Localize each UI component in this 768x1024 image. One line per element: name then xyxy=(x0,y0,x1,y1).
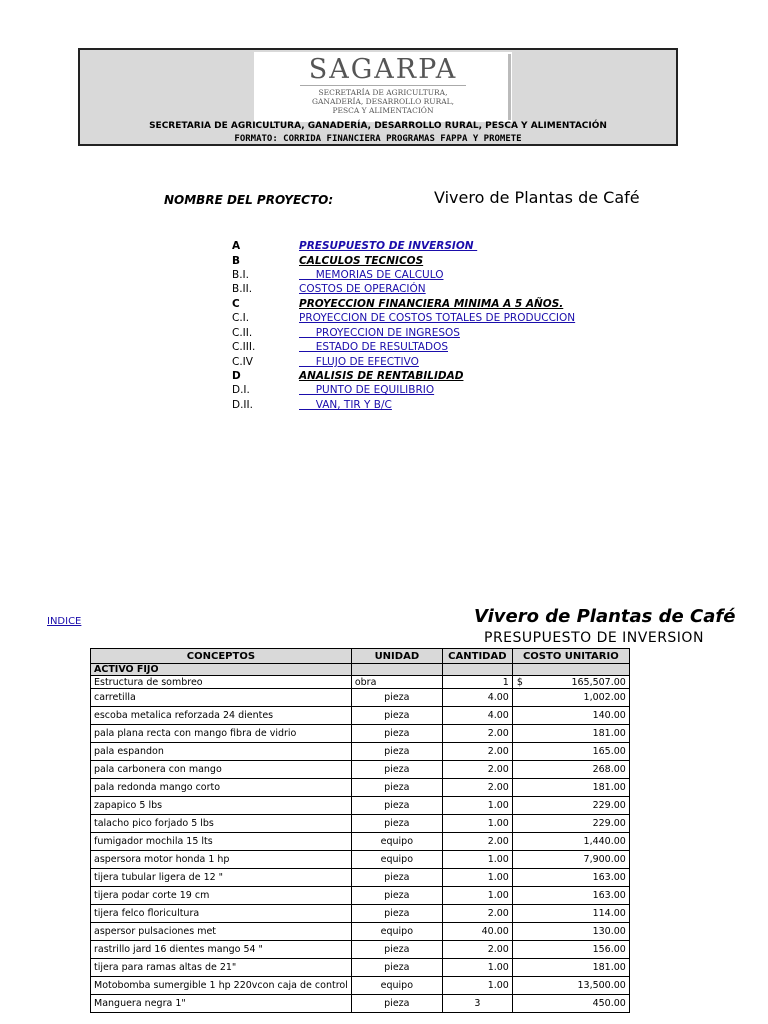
cell-cantidad: 4.00 xyxy=(442,707,512,725)
table-row xyxy=(91,676,630,689)
table-title: Vivero de Plantas de Café xyxy=(474,606,736,627)
table-row xyxy=(91,977,630,995)
cell-costo-unitario xyxy=(512,725,629,743)
index-link-item[interactable]: ESTADO DE RESULTADOS xyxy=(299,341,448,353)
cell-concepto: Estructura de sombreo xyxy=(91,676,352,689)
costo-value: 1,002.00 xyxy=(583,692,626,703)
index-code: B.II. xyxy=(232,283,253,295)
costo-value: 140.00 xyxy=(592,710,626,721)
cell-concepto: pala carbonera con mango xyxy=(91,761,352,779)
cell-concepto: aspersora motor honda 1 hp xyxy=(91,851,352,869)
header-title: SECRETARIA DE AGRICULTURA, GANADERÍA, DESARROLLO RURAL, PESCA Y ALIMENTACIÓN xyxy=(149,121,607,131)
cell-cantidad: 1.00 xyxy=(442,869,512,887)
cell-cantidad: 1.00 xyxy=(442,797,512,815)
cell-unidad: pieza xyxy=(351,815,442,833)
cell-unidad: equipo xyxy=(351,851,442,869)
col-header-cantidad: CANTIDAD xyxy=(442,649,512,664)
cell-unidad: pieza xyxy=(351,707,442,725)
cell-concepto: Motobomba sumergible 1 hp 220vcon caja de control xyxy=(91,977,352,995)
cell-unidad: pieza xyxy=(351,995,442,1013)
cell-cantidad: 1.00 xyxy=(442,851,512,869)
table-row xyxy=(91,779,630,797)
costo-value: 1,440.00 xyxy=(583,836,626,847)
cell-concepto: Manguera negra 1" xyxy=(91,995,352,1013)
section-label: ACTIVO FIJO xyxy=(91,664,352,676)
cell-cantidad: 1.00 xyxy=(442,959,512,977)
costo-value: 130.00 xyxy=(592,926,626,937)
cell-unidad: pieza xyxy=(351,905,442,923)
costo-value: 7,900.00 xyxy=(583,854,626,865)
cell-cantidad: 3 xyxy=(442,995,512,1013)
col-header-costo-unitario: COSTO UNITARIO xyxy=(512,649,629,664)
cell-concepto: aspersor pulsaciones met xyxy=(91,923,352,941)
cell-cantidad: 2.00 xyxy=(442,725,512,743)
sagarpa-logo xyxy=(254,52,512,122)
cell-costo-unitario xyxy=(512,923,629,941)
cell-concepto: pala redonda mango corto xyxy=(91,779,352,797)
cell-costo-unitario xyxy=(512,761,629,779)
cell-costo-unitario xyxy=(512,779,629,797)
cell-cantidad: 4.00 xyxy=(442,689,512,707)
cell-costo-unitario xyxy=(512,689,629,707)
table-row xyxy=(91,887,630,905)
cell-concepto: talacho pico forjado 5 lbs xyxy=(91,815,352,833)
costo-value: 114.00 xyxy=(592,908,626,919)
table-row xyxy=(91,743,630,761)
table-row xyxy=(91,941,630,959)
cell-costo-unitario xyxy=(512,941,629,959)
cell-unidad: obra xyxy=(351,676,442,689)
cell-concepto: pala plana recta con mango fibra de vidrio xyxy=(91,725,352,743)
costo-value: 165.00 xyxy=(592,746,626,757)
cell-cantidad: 2.00 xyxy=(442,779,512,797)
cell-cantidad: 2.00 xyxy=(442,905,512,923)
cell-concepto: tijera podar corte 19 cm xyxy=(91,887,352,905)
cell-cantidad: 1.00 xyxy=(442,815,512,833)
table-row xyxy=(91,725,630,743)
costo-value: 13,500.00 xyxy=(577,980,626,991)
index-code: A xyxy=(232,240,241,252)
cell-unidad: equipo xyxy=(351,923,442,941)
table-row xyxy=(91,815,630,833)
index-link-item[interactable]: FLUJO DE EFECTIVO xyxy=(299,356,419,368)
project-label: NOMBRE DEL PROYECTO: xyxy=(164,193,334,207)
costo-value: 229.00 xyxy=(592,800,626,811)
table-row xyxy=(91,995,630,1013)
logo-divider xyxy=(300,85,466,86)
cell-unidad: pieza xyxy=(351,869,442,887)
cell-concepto: pala espandon xyxy=(91,743,352,761)
index-code: C.IV xyxy=(232,356,253,368)
cell-concepto: rastrillo jard 16 dientes mango 54 " xyxy=(91,941,352,959)
cell-unidad: pieza xyxy=(351,761,442,779)
budget-table xyxy=(90,648,630,1013)
cell-costo-unitario xyxy=(512,977,629,995)
table-row xyxy=(91,959,630,977)
cell-concepto: carretilla xyxy=(91,689,352,707)
logo-subtitle xyxy=(254,88,512,115)
table-row xyxy=(91,833,630,851)
cell-cantidad: 1.00 xyxy=(442,977,512,995)
costo-value: 165,507.00 xyxy=(571,676,626,688)
index-code: D.II. xyxy=(232,399,253,411)
section-row xyxy=(91,664,630,676)
cell-costo-unitario xyxy=(512,815,629,833)
index-code: C xyxy=(232,298,240,310)
index-link-item[interactable]: PRESUPUESTO DE INVERSION xyxy=(299,240,478,252)
index-code: D xyxy=(232,370,241,382)
index-link-item[interactable]: PROYECCION DE INGRESOS xyxy=(299,327,460,339)
indice-link[interactable]: INDICE xyxy=(47,616,82,627)
logo-sub-line: GANADERÍA, DESARROLLO RURAL, xyxy=(311,97,455,106)
cell-unidad: pieza xyxy=(351,959,442,977)
cell-cantidad: 1.00 xyxy=(442,887,512,905)
cell-cantidad: 2.00 xyxy=(442,833,512,851)
costo-value: 229.00 xyxy=(592,818,626,829)
table-row xyxy=(91,905,630,923)
table-subtitle: PRESUPUESTO DE INVERSION xyxy=(484,630,704,646)
index-link-item[interactable]: ANALISIS DE RENTABILIDAD xyxy=(299,370,464,382)
index-link-item[interactable]: VAN, TIR Y B/C xyxy=(299,399,392,411)
cell-concepto: tijera felco floricultura xyxy=(91,905,352,923)
cell-cantidad: 1 xyxy=(442,676,512,689)
costo-value: 163.00 xyxy=(592,872,626,883)
table-header-row xyxy=(91,649,630,664)
cell-unidad: equipo xyxy=(351,977,442,995)
cell-costo-unitario xyxy=(512,887,629,905)
cell-costo-unitario xyxy=(512,833,629,851)
cell-costo-unitario xyxy=(512,995,629,1013)
cell-unidad: pieza xyxy=(351,743,442,761)
table-row xyxy=(91,851,630,869)
index-link-item[interactable]: CALCULOS TECNICOS xyxy=(299,255,424,267)
cell-costo-unitario xyxy=(512,797,629,815)
cell-costo-unitario xyxy=(512,869,629,887)
header-subtitle: FORMATO: CORRIDA FINANCIERA PROGRAMAS FAPPA Y PROMETE xyxy=(234,134,522,144)
cell-costo-unitario xyxy=(512,851,629,869)
costo-value: 181.00 xyxy=(592,962,626,973)
col-header-unidad: UNIDAD xyxy=(351,649,442,664)
costo-value: 450.00 xyxy=(592,998,626,1009)
cell-unidad: pieza xyxy=(351,689,442,707)
table-row xyxy=(91,689,630,707)
logo-sub-line: SECRETARÍA DE AGRICULTURA, xyxy=(318,88,448,97)
cell-costo-unitario xyxy=(512,743,629,761)
index-code: D.I. xyxy=(232,384,250,396)
logo-sub-line: PESCA Y ALIMENTACIÓN xyxy=(332,106,434,115)
index-code: B.I. xyxy=(232,269,249,281)
index-link-item[interactable]: PROYECCION FINANCIERA MINIMA A 5 AÑOS. xyxy=(299,298,564,310)
cell-concepto: tijera para ramas altas de 21" xyxy=(91,959,352,977)
cell-unidad: pieza xyxy=(351,941,442,959)
table-row xyxy=(91,797,630,815)
cell-cantidad: 2.00 xyxy=(442,743,512,761)
logo-flag-bar xyxy=(508,54,511,120)
col-header-conceptos: CONCEPTOS xyxy=(91,649,352,664)
index-code: C.II. xyxy=(232,327,253,339)
cell-unidad: pieza xyxy=(351,779,442,797)
table-row xyxy=(91,869,630,887)
costo-value: 181.00 xyxy=(592,728,626,739)
project-name: Vivero de Plantas de Café xyxy=(434,188,640,207)
index-code: B xyxy=(232,255,241,267)
currency-symbol: $ xyxy=(516,676,523,688)
costo-value: 156.00 xyxy=(592,944,626,955)
cell-concepto: tijera tubular ligera de 12 " xyxy=(91,869,352,887)
cell-unidad: pieza xyxy=(351,725,442,743)
cell-costo-unitario xyxy=(512,905,629,923)
index-link-item[interactable]: PROYECCION DE COSTOS TOTALES DE PRODUCCION xyxy=(299,312,576,324)
index-code: C.I. xyxy=(232,312,250,324)
costo-value: 163.00 xyxy=(592,890,626,901)
cell-costo-unitario xyxy=(512,959,629,977)
cell-unidad: equipo xyxy=(351,833,442,851)
table-row xyxy=(91,707,630,725)
costo-value: 268.00 xyxy=(592,764,626,775)
cell-unidad: pieza xyxy=(351,887,442,905)
index-link-item[interactable]: PUNTO DE EQUILIBRIO xyxy=(299,384,435,396)
index-link-item[interactable]: COSTOS DE OPERACIÓN xyxy=(299,283,426,295)
costo-value: 181.00 xyxy=(592,782,626,793)
cell-cantidad: 40.00 xyxy=(442,923,512,941)
cell-concepto: fumigador mochila 15 lts xyxy=(91,833,352,851)
cell-costo-unitario xyxy=(512,676,629,689)
cell-unidad: pieza xyxy=(351,797,442,815)
cell-concepto: zapapico 5 lbs xyxy=(91,797,352,815)
index-code: C.III. xyxy=(232,341,256,353)
table-row xyxy=(91,923,630,941)
logo-text: SAGARPA xyxy=(308,54,458,85)
cell-cantidad: 2.00 xyxy=(442,941,512,959)
cell-cantidad: 2.00 xyxy=(442,761,512,779)
cell-concepto: escoba metalica reforzada 24 dientes xyxy=(91,707,352,725)
index-link-item[interactable]: MEMORIAS DE CALCULO xyxy=(299,269,444,281)
table-row xyxy=(91,761,630,779)
cell-costo-unitario xyxy=(512,707,629,725)
